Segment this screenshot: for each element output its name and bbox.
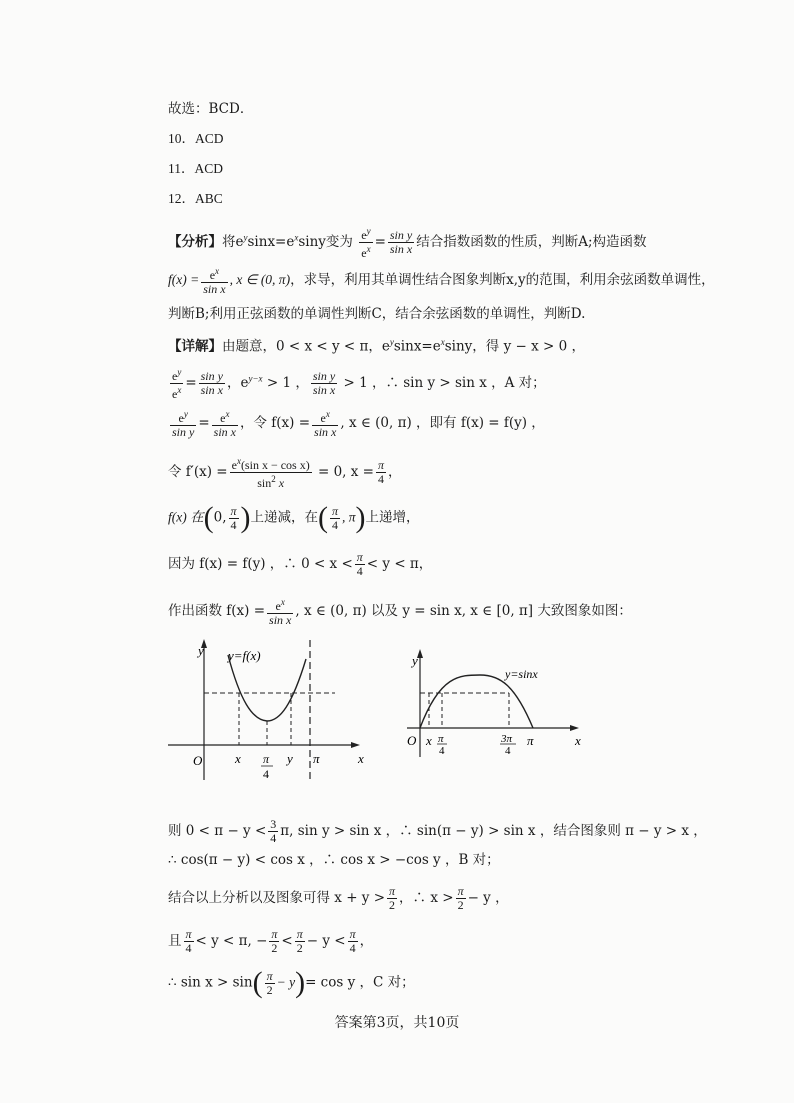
detail-line-9: ∴ cos(π − y) < cos x ，∴ cos x > −cos y ，B 对； — [168, 852, 500, 868]
detail-line-8: 则 0 < π − y < $\frac{3}{4}$ π, sin y > sin x ，∴ sin(π − y) > sin x ，结合图象则 π − y > x ， — [168, 817, 707, 845]
left-y-axis-label: y — [198, 643, 204, 658]
right-y-axis-label: y — [412, 653, 418, 668]
left-tick-pi4-den: 4 — [263, 767, 269, 781]
siny-over-sinx: $\frac{\text{sin y}}{\text{sin x}}$ — [389, 228, 413, 256]
answer-9: 故选：BCD． — [168, 101, 254, 117]
left-origin: O — [193, 753, 203, 768]
answer-12: 12．ABC — [168, 191, 223, 206]
right-tick-pi4-den: 4 — [439, 745, 445, 757]
detail-line-11: 且 $\frac{\pi}{4}$ < y < π, − $\frac{\pi}{2}$ < $\frac{\pi}{2}$ − y < $\frac{\pi}{4}$ ， — [168, 927, 374, 955]
detail-line-1: 【详解】由题意，0 < x < y < π，$e^y\sin x=e^x\sin y$，得 y − x > 0 ， — [168, 337, 586, 355]
right-tick-pi4-num: π — [438, 733, 444, 745]
analysis-line-3: 判断B;利用正弦函数的单调性判断C，结合余弦函数的单调性，判断D. — [168, 306, 586, 322]
page-footer: 答案第3页，共10页 — [334, 1015, 460, 1031]
analysis-line-1: 【分析】将$e^y\sin x=e^x\sin y$变为 $\frac{e^y}{e^x}$ = $\frac{\text{sin y}}{\text{sin x}}$ 结合指数函数的性质，判断A;构造函数 — [168, 226, 647, 260]
left-tick-pi4-num: π — [263, 752, 270, 766]
left-x-axis-label: x — [358, 751, 364, 766]
left-tick-y: y — [287, 751, 293, 766]
detail-line-10: 结合以上分析以及图象可得 x + y > $\frac{\pi}{2}$ ，∴ x > $\frac{\pi}{2}$ − y ， — [168, 884, 509, 912]
graph-fx — [160, 635, 380, 785]
detail-line-3: $\frac{e^y}{\text{sin y}}$ = $\frac{e^x}{\text{sin x}}$ ，令 f(x) = $\frac{e^x}{\text{sin x}}$ , x ∈ (0, π) ，即有 f(x) = f(y) ， — [172, 409, 545, 439]
right-tick-3pi4-den: 4 — [505, 745, 511, 757]
detail-line-6: 因为 f(x) = f(y) ，∴ 0 < x < $\frac{\pi}{4}$ < y < π， — [168, 550, 433, 578]
left-tick-x: x — [235, 751, 241, 766]
right-tick-x: x — [426, 733, 432, 748]
answer-11: 11．ACD — [168, 161, 224, 176]
right-func-label: y=sinx — [505, 667, 538, 681]
left-tick-pi: π — [313, 751, 320, 766]
left-func-label: y=f(x) — [228, 648, 261, 663]
detail-line-12: ∴ sin x > sin( $\frac{\pi}{2}$ − y)= cos y ，C 对； — [168, 966, 415, 999]
right-x-axis-label: x — [575, 733, 581, 748]
detail-line-5: f(x) 在(0, $\frac{\pi}{4}$ )上递减，在( $\frac{\pi}{4}$ , π)上递增， — [168, 501, 420, 534]
analysis-line-2: f(x) = $\frac{e^x}{\text{sin x}}$ , x ∈ (0, π)，求导，利用其单调性结合图象判断x,y的范围，利用余弦函数单调性， — [168, 266, 715, 296]
detail-line-2: $\frac{e^y}{e^x}$ = $\frac{\text{sin y}}{\text{sin x}}$ ，$e^{y-x} > 1$ ， $\frac{\text{sin y}}{\text{sin x}}$ > 1 ，∴ sin y > sin x ，A 对； — [172, 367, 546, 401]
detail-line-4: 令 f′(x) = $\frac{e^x(\sin x - \cos x)}{\sin^2 x}$ = 0, x = $\frac{\pi}{4}$ ， — [168, 456, 402, 490]
right-origin: O — [407, 733, 417, 748]
graph-sinx — [395, 645, 595, 765]
right-tick-3pi4-num: 3π — [501, 733, 513, 745]
detail-line-7: 作出函数 f(x) = $\frac{e^x}{\text{sin x}}$ , x ∈ (0, π) 以及 y = sin x, x ∈ [0, π] 大致图象如图： — [168, 597, 632, 627]
analysis-tag: 【分析】 — [168, 234, 222, 250]
right-tick-pi: π — [527, 733, 534, 748]
detail-tag: 【详解】 — [168, 338, 222, 355]
answer-10: 10．ACD — [168, 131, 224, 146]
ey-over-ex: $\frac{e^y}{e^x}$ — [361, 226, 371, 260]
